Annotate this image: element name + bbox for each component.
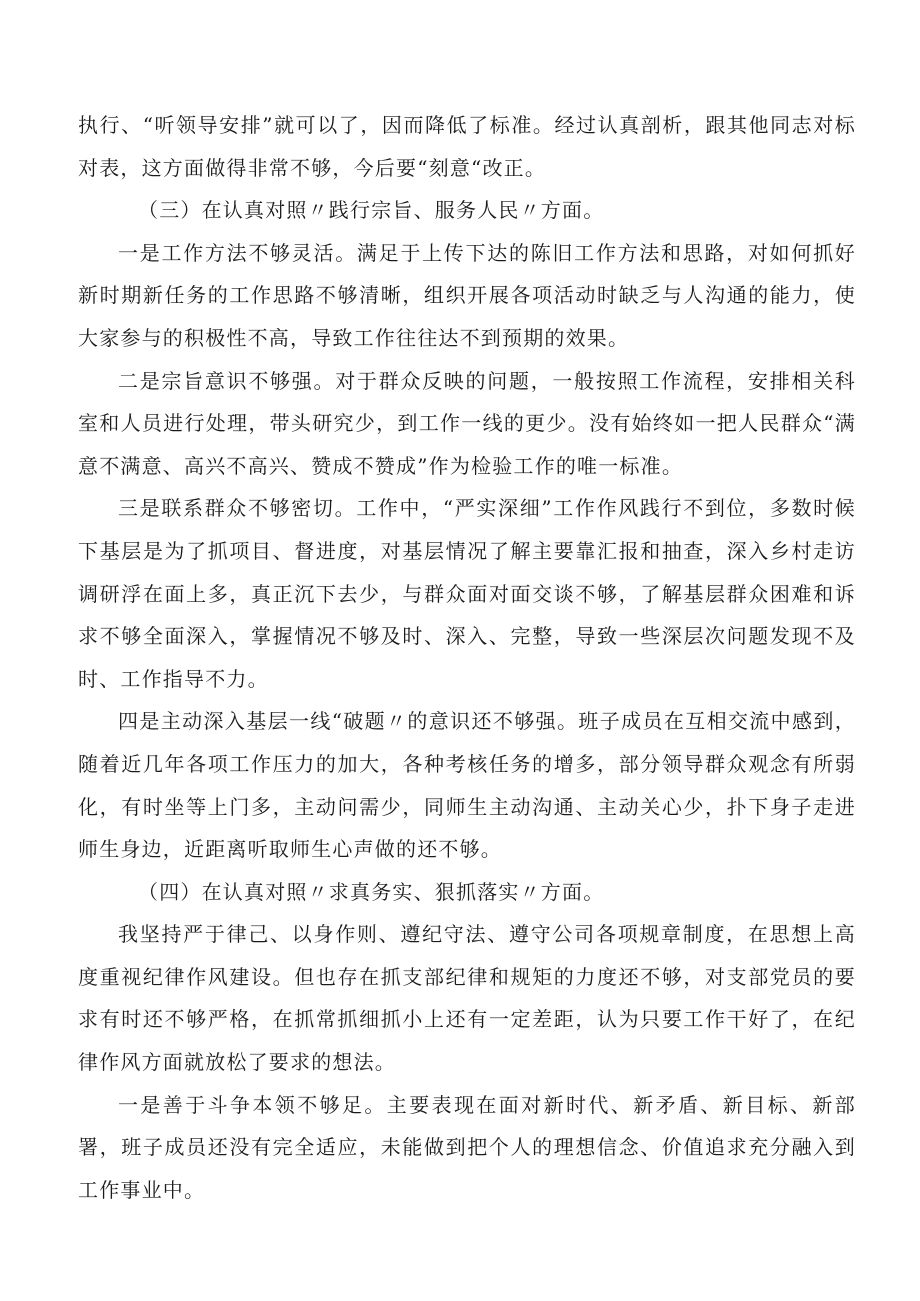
section-heading-three: （三）在认真对照〃践行宗旨、服务人民〃方面。 (138, 198, 605, 223)
document-body (78, 104, 856, 1211)
paragraph-struggle-ability: 一是善于斗争本领不够足。主要表现在面对新时代、新矛盾、新目标、新部署，班子成员还没有完全适应，未能做到把个人的理想信念、价值追求充分融入到工作事业中。 (78, 1092, 856, 1202)
section-heading-four: （四）在认真对照〃求真务实、狠抓落实〃方面。 (138, 879, 605, 904)
paragraph-work-method: 一是工作方法不够灵活。满足于上传下达的陈旧工作方法和思路，对如何抓好新时期新任务的工作思路不够清晰，组织开展各项活动时缺乏与人沟通的能力，使大家参与的积极性不高，导致工作往往达不到预期的效果。 (78, 240, 856, 350)
paragraph-contact-masses: 三是联系群众不够密切。工作中，“严实深细”工作作风践行不到位，多数时候下基层是为了抓项目、督进度，对基层情况了解主要靠汇报和抽查，深入乡村走访调研浮在面上多，真正沉下去少，与群众面对面交谈不够，了解基层群众困难和诉求不够全面深入，掌握情况不够及时、深入、完整，导致一些深层次问题发现不及时、工作指导不力。 (78, 496, 856, 691)
paragraph-grassroots: 四是主动深入基层一线“破题〃的意识还不够强。班子成员在互相交流中感到，随着近几年各项工作压力的加大，各种考核任务的增多，部分领导群众观念有所弱化，有时坐等上门多，主动问需少，同师生主动沟通、主动关心少，扑下身子走进师生身边，近距离听取师生心声做的还不够。 (78, 709, 856, 862)
paragraph-purpose-awareness: 二是宗旨意识不够强。对于群众反映的问题，一般按照工作流程，安排相关科室和人员进行处理，带头研究少，到工作一线的更少。没有始终如一把人民群众“满意不满意、高兴不高兴、赞成不赞成”作为检验工作的唯一标准。 (78, 368, 856, 478)
paragraph-continuation: 执行、“听领导安排”就可以了，因而降低了标准。经过认真剖析，跟其他同志对标对表，这方面做得非常不够，今后要“刻意“改正。 (78, 113, 856, 180)
paragraph-discipline: 我坚持严于律己、以身作则、遵纪守法、遵守公司各项规章制度，在思想上高度重视纪律作风建设。但也存在抓支部纪律和规矩的力度还不够，对支部党员的要求有时还不够严格，在抓常抓细抓小上还有一定差距，认为只要工作干好了，在纪律作风方面就放松了要求的想法。 (78, 922, 856, 1075)
